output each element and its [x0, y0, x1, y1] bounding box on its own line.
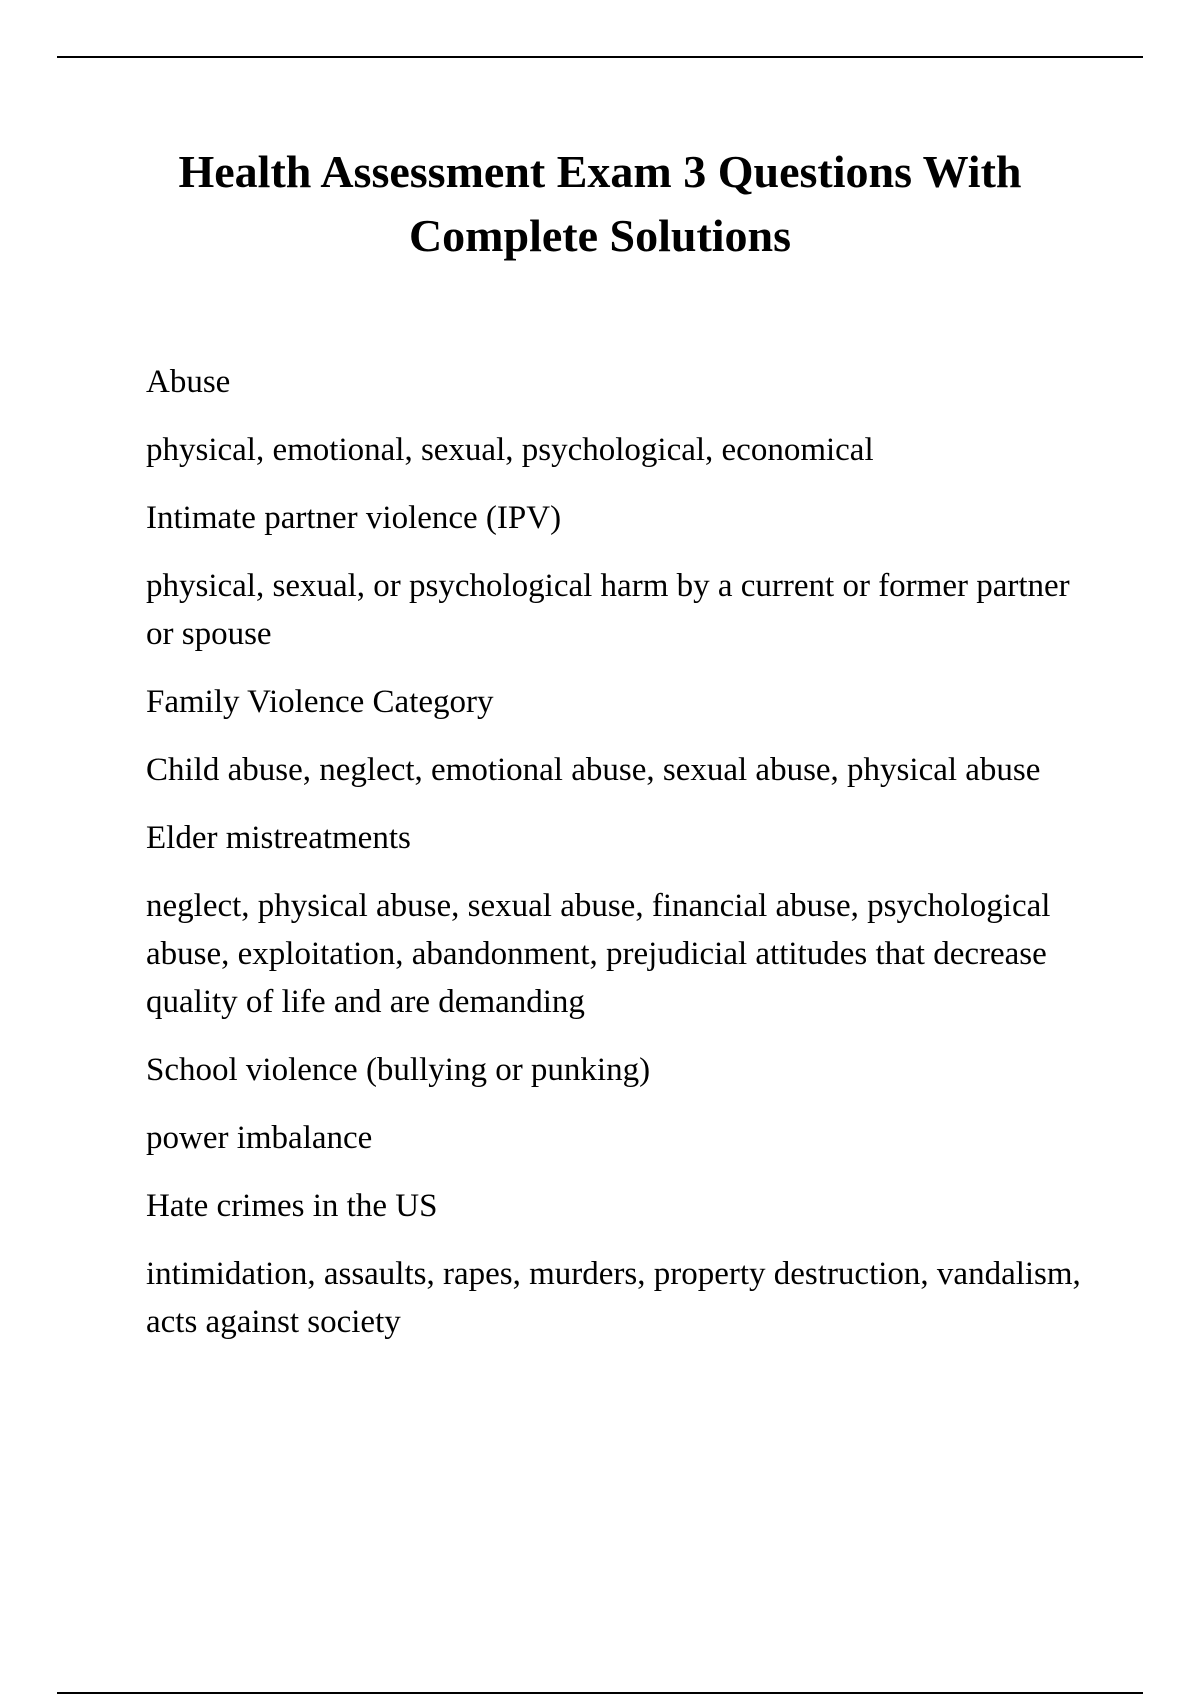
answer-elder-mistreatment: neglect, physical abuse, sexual abuse, financial abuse, psychological abuse, exploitation, abandonment, prejudicial attitudes that decrease quality of life and are demanding — [146, 888, 1051, 1020]
question-family-violence: Family Violence Category — [146, 684, 494, 720]
top-divider — [57, 56, 1143, 58]
answer-ipv: physical, sexual, or psychological harm by a current or former partner or spouse — [146, 568, 1070, 652]
question-elder-mistreatment: Elder mistreatments — [146, 820, 411, 856]
title-line-1: Health Assessment Exam 3 Questions With — [178, 146, 1022, 197]
title-line-2: Complete Solutions — [408, 210, 792, 261]
qa-content — [146, 358, 1086, 1366]
question-abuse: Abuse — [146, 364, 231, 400]
page-title — [100, 140, 1100, 268]
answer-school-violence: power imbalance — [146, 1120, 373, 1156]
answer-abuse: physical, emotional, sexual, psychological, economical — [146, 432, 874, 468]
question-ipv: Intimate partner violence (IPV) — [146, 500, 562, 536]
question-hate-crimes: Hate crimes in the US — [146, 1188, 438, 1224]
answer-hate-crimes: intimidation, assaults, rapes, murders, property destruction, vandalism, acts against society — [146, 1256, 1081, 1340]
question-school-violence: School violence (bullying or punking) — [146, 1052, 651, 1088]
answer-family-violence: Child abuse, neglect, emotional abuse, sexual abuse, physical abuse — [146, 752, 1041, 788]
bottom-divider — [57, 1692, 1143, 1694]
